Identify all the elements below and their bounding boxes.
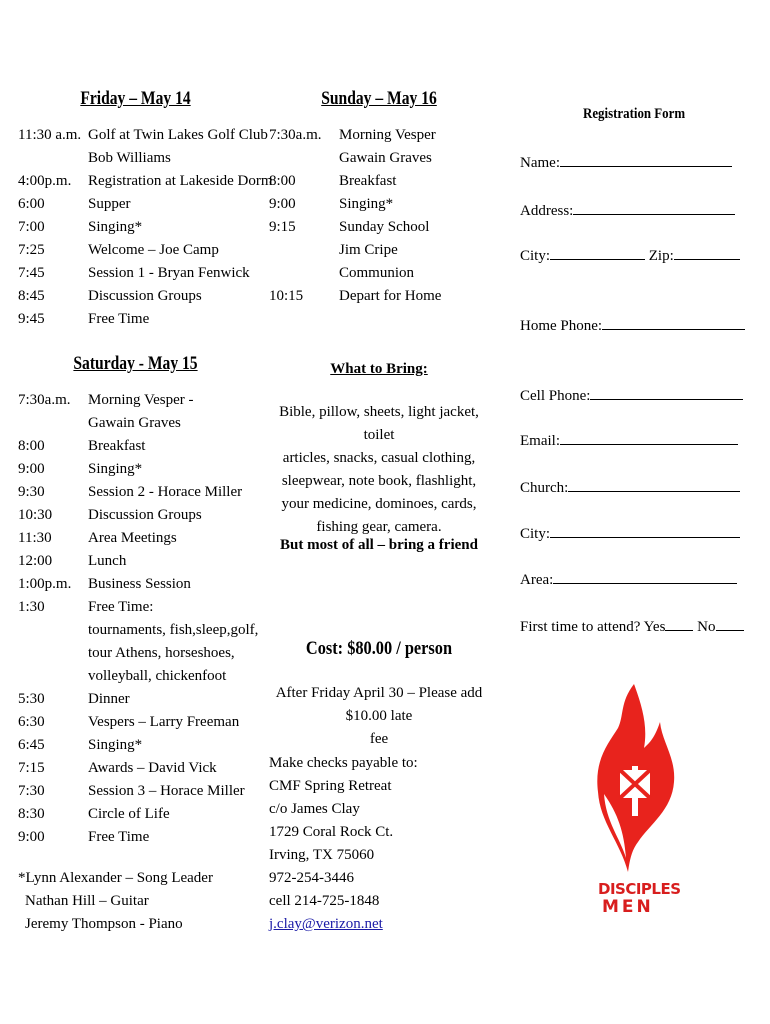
schedule-event: Awards – David Vick xyxy=(88,760,217,776)
schedule-time: 8:00 xyxy=(18,438,45,454)
what-to-bring-list xyxy=(269,401,489,539)
left-column xyxy=(18,88,273,936)
saturday-row xyxy=(18,573,253,596)
logo-text-disciples: DISCIPLES xyxy=(598,880,681,898)
saturday-row xyxy=(18,734,253,757)
saturday-row xyxy=(18,803,253,826)
what-to-bring-heading: What to Bring: xyxy=(330,361,428,377)
schedule-time: 7:15 xyxy=(18,760,45,776)
schedule-time: 9:00 xyxy=(18,461,45,477)
friday-schedule xyxy=(18,124,273,331)
schedule-time xyxy=(18,619,88,642)
schedule-event: Area Meetings xyxy=(88,530,177,546)
home-phone-row xyxy=(520,315,745,335)
schedule-time: 6:45 xyxy=(18,737,45,753)
schedule-time: 1:00p.m. xyxy=(18,576,72,592)
saturday-row xyxy=(18,780,253,803)
saturday-row xyxy=(18,481,253,504)
zip-label: Zip: xyxy=(648,248,674,264)
payment-line: Make checks payable to: xyxy=(269,755,418,771)
form-title-text: Registration Form xyxy=(583,106,686,122)
schedule-event: Session 1 - Bryan Fenwick xyxy=(88,265,250,281)
cost-text: Cost: $80.00 / person xyxy=(305,638,453,659)
payment-line: c/o James Clay xyxy=(269,801,360,817)
schedule-time: 7:30 xyxy=(18,783,45,799)
saturday-row xyxy=(18,711,253,734)
saturday-row xyxy=(18,435,253,458)
city2-row xyxy=(520,523,740,543)
city2-field[interactable] xyxy=(550,523,740,538)
schedule-time xyxy=(269,239,339,262)
payment-line: 972-254-3446 xyxy=(269,870,354,886)
sunday-row xyxy=(269,193,489,216)
late-fee-line: fee xyxy=(369,731,389,747)
schedule-time xyxy=(18,412,88,435)
cost-heading xyxy=(269,638,489,660)
saturday-row xyxy=(18,688,253,711)
schedule-time: 9:15 xyxy=(269,219,296,235)
sunday-row xyxy=(269,285,489,308)
bring-line: sleepwear, note book, flashlight, xyxy=(281,473,477,489)
credit-song-leader: *Lynn Alexander – Song Leader xyxy=(18,870,213,886)
area-label: Area: xyxy=(520,572,554,588)
schedule-event: Dinner xyxy=(88,691,130,707)
flame-cross-icon xyxy=(590,682,680,882)
email-row xyxy=(520,430,738,450)
sunday-row xyxy=(269,124,489,147)
saturday-row xyxy=(18,665,253,688)
friday-row xyxy=(18,124,268,147)
schedule-event: tour Athens, horseshoes, xyxy=(88,645,235,661)
schedule-time: 11:30 xyxy=(18,530,52,546)
cell-phone-row xyxy=(520,385,743,405)
city-label: City: xyxy=(520,248,551,264)
credit-guitar: Nathan Hill – Guitar xyxy=(25,893,149,909)
sunday-row xyxy=(269,170,489,193)
sunday-row xyxy=(269,147,489,170)
schedule-event: Discussion Groups xyxy=(88,507,202,523)
schedule-event: Welcome – Joe Camp xyxy=(88,242,219,258)
saturday-row xyxy=(18,826,253,849)
schedule-event: volleyball, chickenfoot xyxy=(88,668,227,684)
disciples-men-logo xyxy=(590,682,680,922)
saturday-schedule xyxy=(18,389,259,849)
address-row xyxy=(520,200,735,220)
schedule-time: 9:45 xyxy=(18,311,45,327)
schedule-time: 6:00 xyxy=(18,196,45,212)
friday-row xyxy=(18,308,253,331)
schedule-time xyxy=(269,147,339,170)
logo-text-men: MEN xyxy=(602,897,654,917)
saturday-row xyxy=(18,642,253,665)
registration-form xyxy=(520,100,755,660)
schedule-time xyxy=(18,642,88,665)
schedule-time: 7:45 xyxy=(18,265,45,281)
payment-info xyxy=(269,752,489,936)
home-phone-field[interactable] xyxy=(602,315,745,330)
schedule-time: 7:25 xyxy=(18,242,45,258)
saturday-row xyxy=(18,527,253,550)
schedule-event: Singing* xyxy=(88,737,143,753)
schedule-event: Gawain Graves xyxy=(339,150,432,166)
church-field[interactable] xyxy=(568,477,740,492)
city-zip-row xyxy=(520,245,740,265)
home-phone-label: Home Phone: xyxy=(520,318,603,334)
name-label: Name: xyxy=(520,155,560,171)
no-field[interactable] xyxy=(716,616,744,631)
payment-line: Irving, TX 75060 xyxy=(269,847,375,863)
schedule-time xyxy=(18,665,88,688)
schedule-event: Communion xyxy=(339,265,415,281)
friday-heading: Friday – May 14 xyxy=(80,88,191,109)
saturday-row xyxy=(18,412,253,435)
schedule-time xyxy=(269,262,339,285)
schedule-event: Circle of Life xyxy=(88,806,170,822)
sunday-row xyxy=(269,262,489,285)
saturday-row xyxy=(18,458,253,481)
schedule-time: 8:30 xyxy=(18,806,45,822)
sunday-row xyxy=(269,239,489,262)
payment-line: CMF Spring Retreat xyxy=(269,778,392,794)
saturday-row xyxy=(18,389,253,412)
name-row xyxy=(520,152,732,172)
yes-field[interactable] xyxy=(665,616,693,631)
friday-row xyxy=(18,262,253,285)
city-field[interactable] xyxy=(550,245,645,260)
city2-label: City: xyxy=(520,526,551,542)
first-time-row xyxy=(520,616,744,636)
late-fee-note xyxy=(269,682,489,751)
saturday-row xyxy=(18,504,253,527)
schedule-time: 8:00 xyxy=(269,173,296,189)
saturday-row xyxy=(18,550,253,573)
schedule-event: Bob Williams xyxy=(88,150,171,166)
schedule-event: Singing* xyxy=(88,219,143,235)
friday-row xyxy=(18,216,253,239)
schedule-time: 6:30 xyxy=(18,714,45,730)
first-time-label: First time to attend? Yes xyxy=(520,619,666,635)
schedule-time: 4:00p.m. xyxy=(18,173,72,189)
schedule-event: Registration at Lakeside Dorm xyxy=(88,173,273,189)
schedule-event: tournaments, fish,sleep,golf, xyxy=(88,622,259,638)
schedule-time: 11:30 a.m. xyxy=(18,127,82,143)
schedule-event: Supper xyxy=(88,196,131,212)
schedule-event: Morning Vesper - xyxy=(88,392,194,408)
address-label: Address: xyxy=(520,203,574,219)
email-field[interactable] xyxy=(560,430,738,445)
cell-phone-label: Cell Phone: xyxy=(520,388,591,404)
schedule-event: Singing* xyxy=(88,461,143,477)
schedule-event: Lunch xyxy=(88,553,127,569)
schedule-event: Discussion Groups xyxy=(88,288,202,304)
payment-line: cell 214-725-1848 xyxy=(269,893,380,909)
schedule-event: Free Time xyxy=(88,829,150,845)
schedule-event: Session 3 – Horace Miller xyxy=(88,783,245,799)
friday-row xyxy=(18,193,253,216)
schedule-event: Free Time xyxy=(88,311,150,327)
schedule-time: 7:30a.m. xyxy=(269,127,322,143)
sunday-row xyxy=(269,216,489,239)
no-label: No xyxy=(697,619,716,635)
zip-field[interactable] xyxy=(674,245,740,260)
saturday-heading: Saturday - May 15 xyxy=(73,353,198,374)
schedule-event: Golf at Twin Lakes Golf Club xyxy=(88,127,268,143)
schedule-event: Session 2 - Horace Miller xyxy=(88,484,243,500)
schedule-time: 8:45 xyxy=(18,288,45,304)
bring-line: articles, snacks, casual clothing, xyxy=(282,450,476,466)
schedule-event: Breakfast xyxy=(88,438,146,454)
saturday-row xyxy=(18,619,259,642)
schedule-event: Free Time: xyxy=(88,599,154,615)
music-credits xyxy=(18,867,253,936)
schedule-time: 12:00 xyxy=(18,553,53,569)
form-title xyxy=(583,106,702,123)
bring-line: fishing gear, camera. xyxy=(316,519,442,535)
schedule-event: Morning Vesper xyxy=(339,127,436,143)
schedule-event: Vespers – Larry Freeman xyxy=(88,714,240,730)
church-label: Church: xyxy=(520,480,569,496)
schedule-time: 9:00 xyxy=(18,829,45,845)
friday-row xyxy=(18,170,273,193)
friday-row xyxy=(18,147,253,170)
sunday-heading: Sunday – May 16 xyxy=(321,88,437,109)
friday-row xyxy=(18,285,253,308)
schedule-time: 7:00 xyxy=(18,219,45,235)
area-field[interactable] xyxy=(553,569,737,584)
email-label: Email: xyxy=(520,433,560,449)
email-link[interactable]: j.clay@verizon.net xyxy=(269,916,383,932)
schedule-time: 10:15 xyxy=(269,288,304,304)
schedule-time: 9:30 xyxy=(18,484,45,500)
payment-line: 1729 Coral Rock Ct. xyxy=(269,824,394,840)
schedule-time: 1:30 xyxy=(18,599,45,615)
schedule-time: 10:30 xyxy=(18,507,53,523)
area-row xyxy=(520,569,737,589)
saturday-row xyxy=(18,596,253,619)
church-row xyxy=(520,477,740,497)
bring-line: Bible, pillow, sheets, light jacket, toilet xyxy=(279,404,479,443)
schedule-time: 5:30 xyxy=(18,691,45,707)
middle-column xyxy=(269,88,489,932)
address-field[interactable] xyxy=(573,200,735,215)
schedule-event: Jim Cripe xyxy=(339,242,398,258)
credit-piano: Jeremy Thompson - Piano xyxy=(25,916,183,932)
schedule-event: Sunday School xyxy=(339,219,430,235)
schedule-event: Business Session xyxy=(88,576,191,592)
schedule-time xyxy=(18,147,88,170)
sunday-schedule xyxy=(269,124,489,308)
schedule-event: Depart for Home xyxy=(339,288,442,304)
saturday-row xyxy=(18,757,253,780)
bring-line: your medicine, dominoes, cards, xyxy=(281,496,477,512)
cell-phone-field[interactable] xyxy=(590,385,743,400)
friday-row xyxy=(18,239,253,262)
schedule-time: 9:00 xyxy=(269,196,296,212)
schedule-event: Gawain Graves xyxy=(88,415,181,431)
bring-a-friend: But most of all – bring a friend xyxy=(280,537,478,553)
schedule-event: Breakfast xyxy=(339,173,397,189)
late-fee-line: After Friday April 30 – Please add $10.00 late xyxy=(275,685,483,724)
schedule-time: 7:30a.m. xyxy=(18,392,71,408)
name-field[interactable] xyxy=(560,152,732,167)
schedule-event: Singing* xyxy=(339,196,394,212)
